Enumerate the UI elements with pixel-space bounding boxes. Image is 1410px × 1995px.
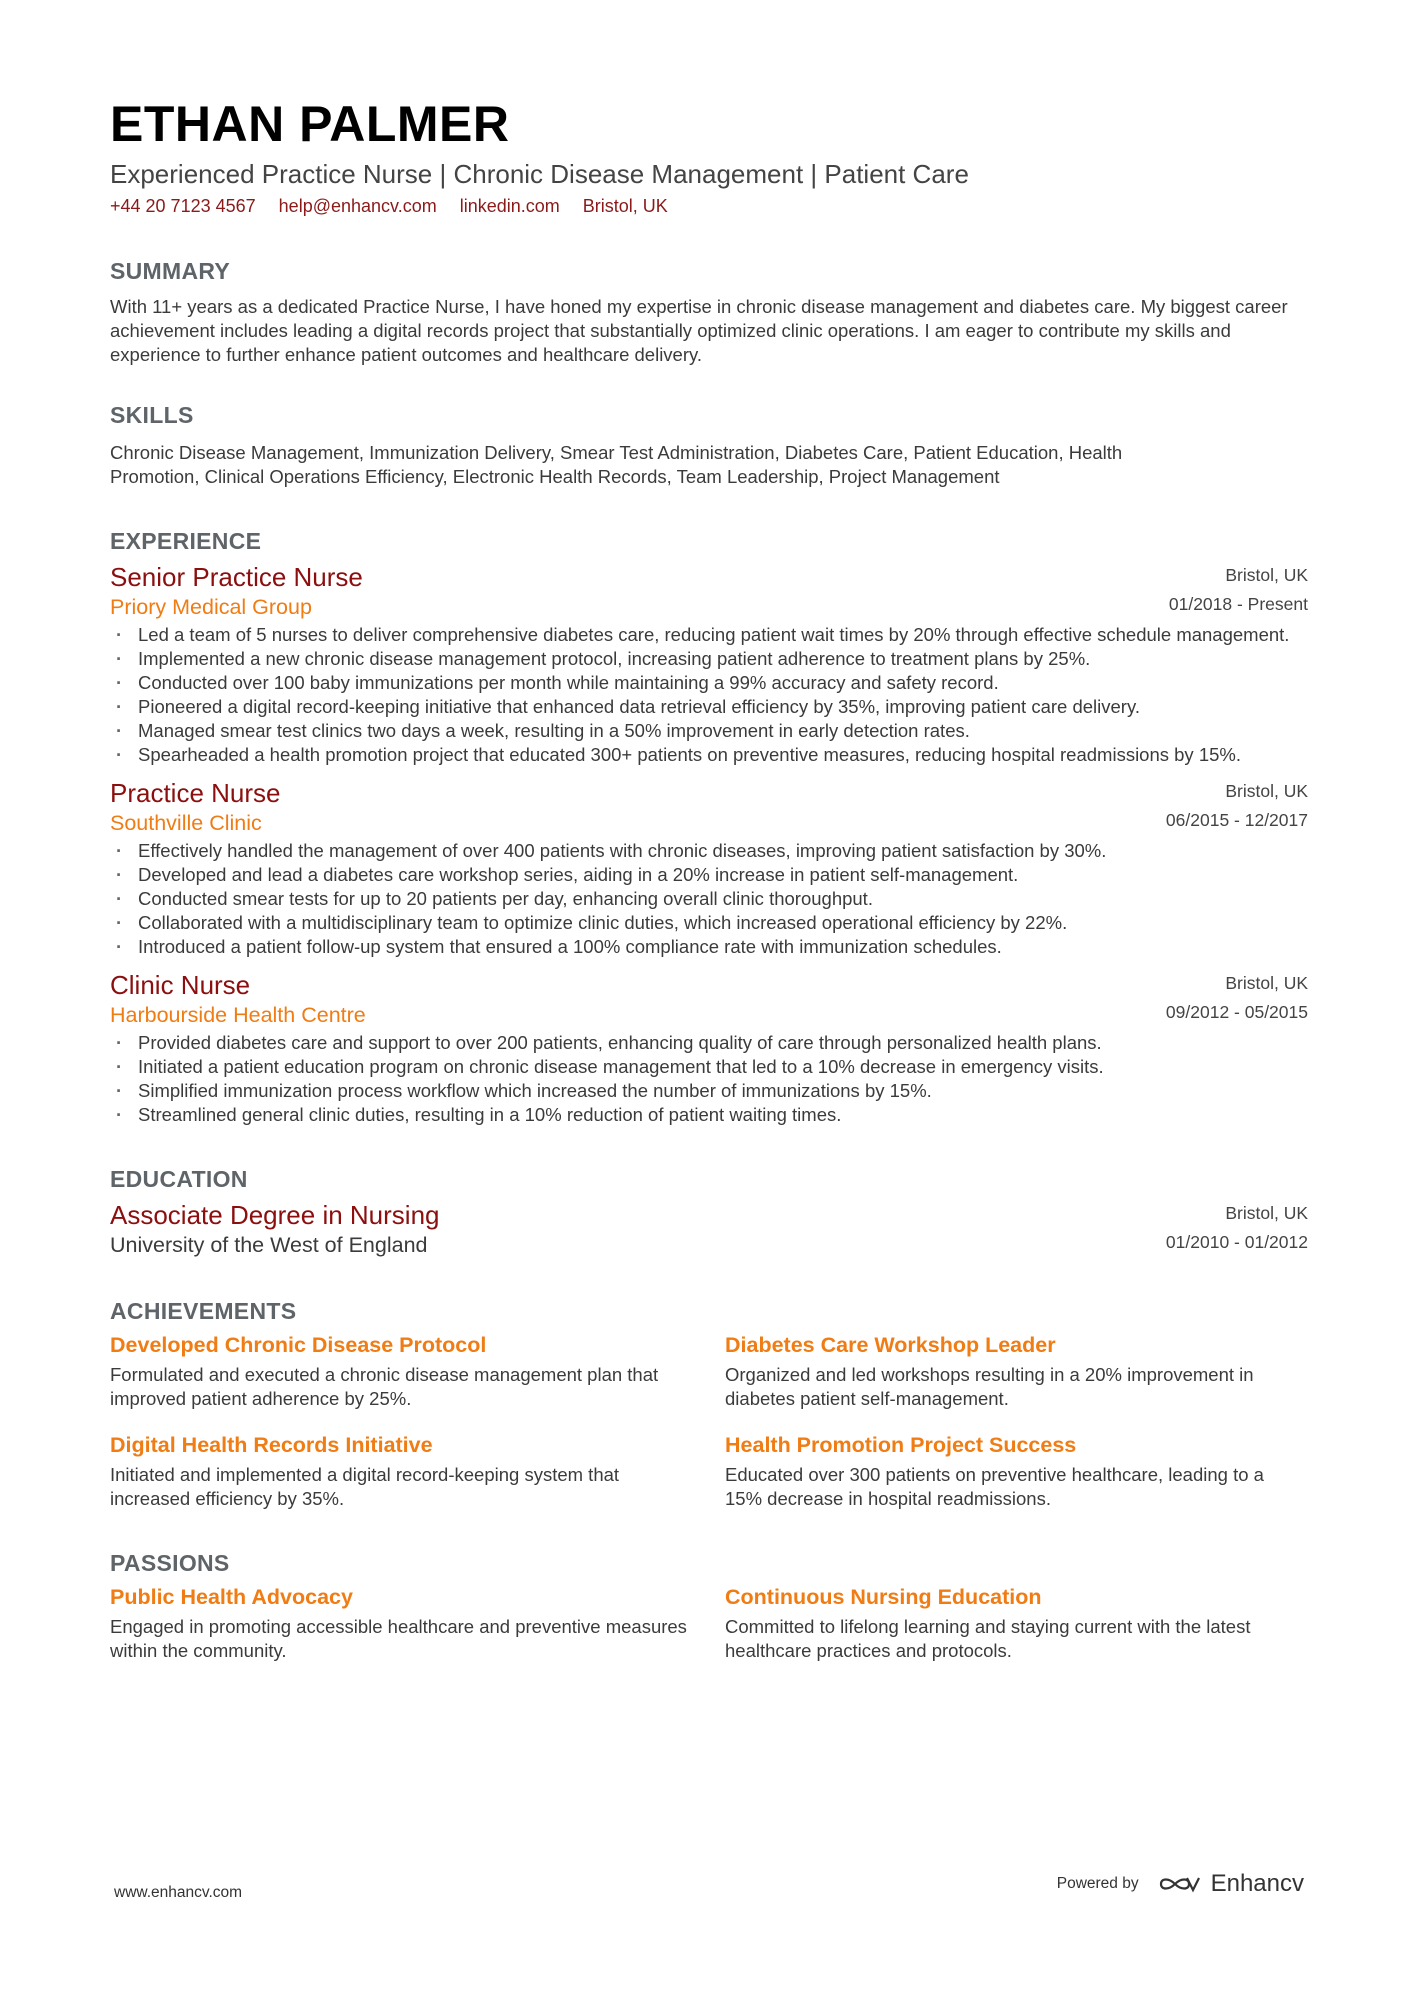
passions-section bbox=[110, 1549, 1308, 1663]
headline: Experienced Practice Nurse | Chronic Disease Management | Patient Care bbox=[110, 159, 969, 189]
achievement-desc: Educated over 300 patients on preventive healthcare, leading to a 15% decrease in hospital readmissions. bbox=[725, 1464, 1264, 1509]
achievement-item bbox=[725, 1331, 1308, 1411]
achievement-desc: Initiated and implemented a digital record-keeping system that increased efficiency by 35%. bbox=[110, 1464, 620, 1509]
achievement-title: Diabetes Care Workshop Leader bbox=[725, 1333, 1056, 1357]
passion-item bbox=[110, 1583, 725, 1663]
section-title-education: EDUCATION bbox=[110, 1166, 248, 1192]
footer-website[interactable]: www.enhancv.com bbox=[114, 1884, 243, 1901]
job-bullets bbox=[110, 623, 1308, 767]
skill-item: Chronic Disease Management , bbox=[110, 442, 369, 463]
resume-page bbox=[110, 96, 1308, 1663]
job-company: Southville Clinic bbox=[110, 811, 262, 835]
skill-item: Project Management bbox=[828, 466, 1000, 487]
education-section bbox=[110, 1165, 1308, 1259]
bullet-item: · Introduced a patient follow-up system that ensured a 100% compliance rate with immunization schedules. bbox=[110, 935, 1308, 959]
location: Bristol, UK bbox=[582, 196, 668, 216]
passion-item bbox=[725, 1583, 1308, 1663]
degree-title: Associate Degree in Nursing bbox=[110, 1200, 440, 1230]
section-title-skills: SKILLS bbox=[110, 402, 194, 428]
job-bullets bbox=[110, 1031, 1308, 1127]
achievement-title: Health Promotion Project Success bbox=[725, 1433, 1077, 1457]
skills-list bbox=[110, 441, 1210, 489]
job-entry bbox=[110, 777, 1308, 959]
bullet-item: · Implemented a new chronic disease management protocol, increasing patient adherence to treatment plans by 25%. bbox=[110, 647, 1308, 671]
summary-section bbox=[110, 257, 1308, 367]
passion-desc: Engaged in promoting accessible healthcare and preventive measures within the community. bbox=[110, 1616, 687, 1661]
job-company: Priory Medical Group bbox=[110, 595, 312, 619]
skill-item: Diabetes Care , bbox=[785, 442, 914, 463]
bullet-item: · Conducted over 100 baby immunizations per month while maintaining a 99% accuracy and safety record. bbox=[110, 671, 1308, 695]
bullet-item: · Spearheaded a health promotion project that educated 300+ patients on preventive measures, reducing hospital readmissions by 15%. bbox=[110, 743, 1308, 767]
bullet-item: · Led a team of 5 nurses to deliver comprehensive diabetes care, reducing patient wait times by 20% through effective schedule management. bbox=[110, 623, 1308, 647]
bullet-item: · Managed smear test clinics two days a week, resulting in a 50% improvement in early detection rates. bbox=[110, 719, 1308, 743]
powered-by-label: Powered by bbox=[1056, 1875, 1139, 1892]
bullet-item: · Conducted smear tests for up to 20 patients per day, enhancing overall clinic thoroughput. bbox=[110, 887, 1308, 911]
email-link[interactable]: help@enhancv.com bbox=[278, 196, 437, 216]
enhancv-logo[interactable] bbox=[1157, 1870, 1304, 1898]
education-location: Bristol, UK bbox=[1225, 1203, 1308, 1223]
enhancv-brand-text: Enhancv bbox=[1210, 1870, 1304, 1897]
summary-text: With 11+ years as a dedicated Practice Nurse, I have honed my expertise in chronic disease management and diabetes care. My biggest career achievement includes leading a digital records project that substantially optimized clinic operations. I am eager to contribute my skills and experience to further enhance patient outcomes and healthcare delivery. bbox=[110, 296, 1288, 365]
skill-item: Patient Education , bbox=[913, 442, 1068, 463]
achievements-section bbox=[110, 1297, 1308, 1511]
job-entry bbox=[110, 561, 1308, 767]
job-dates: 09/2012 - 05/2015 bbox=[1165, 1002, 1308, 1022]
bullet-item: · Developed and lead a diabetes care workshop series, aiding in a 20% increase in patient self-management. bbox=[110, 863, 1308, 887]
footer-branding bbox=[1057, 1870, 1304, 1898]
bullet-item: · Collaborated with a multidisciplinary team to optimize clinic duties, which increased operational efficiency by 22%. bbox=[110, 911, 1308, 935]
bullet-item: · Pioneered a digital record-keeping initiative that enhanced data retrieval efficiency by 35%, improving patient care delivery. bbox=[110, 695, 1308, 719]
skill-item: Team Leadership , bbox=[677, 466, 829, 487]
job-company: Harbourside Health Centre bbox=[110, 1003, 366, 1027]
skill-item: Immunization Delivery , bbox=[369, 442, 560, 463]
achievement-desc: Organized and led workshops resulting in a 20% improvement in diabetes patient self-management. bbox=[725, 1364, 1254, 1409]
skills-section bbox=[110, 401, 1308, 489]
bullet-item: · Effectively handled the management of over 400 patients with chronic diseases, improving patient satisfaction by 30%. bbox=[110, 839, 1308, 863]
bullet-item: · Simplified immunization process workflow which increased the number of immunizations by 15%. bbox=[110, 1079, 1308, 1103]
linkedin-link[interactable]: linkedin.com bbox=[459, 196, 560, 216]
job-bullets bbox=[110, 839, 1308, 959]
achievement-title: Developed Chronic Disease Protocol bbox=[110, 1333, 487, 1357]
bullet-item: · Initiated a patient education program on chronic disease management that led to a 10% decrease in emergency visits. bbox=[110, 1055, 1308, 1079]
section-title-achievements: ACHIEVEMENTS bbox=[110, 1298, 297, 1324]
job-dates: 01/2018 - Present bbox=[1168, 594, 1308, 614]
achievement-title: Digital Health Records Initiative bbox=[110, 1433, 433, 1457]
school-name: University of the West of England bbox=[110, 1233, 428, 1257]
phone[interactable]: +44 20 7123 4567 bbox=[110, 196, 256, 216]
job-title: Practice Nurse bbox=[110, 778, 281, 808]
candidate-name: ETHAN PALMER bbox=[110, 96, 510, 152]
education-dates: 01/2010 - 01/2012 bbox=[1165, 1232, 1308, 1252]
job-location: Bristol, UK bbox=[1225, 973, 1308, 993]
achievement-desc: Formulated and executed a chronic disease management plan that improved patient adherence by 25%. bbox=[110, 1364, 659, 1409]
job-location: Bristol, UK bbox=[1225, 781, 1308, 801]
job-title: Clinic Nurse bbox=[110, 970, 251, 1000]
section-title-passions: PASSIONS bbox=[110, 1550, 230, 1576]
job-location: Bristol, UK bbox=[1225, 565, 1308, 585]
achievement-item bbox=[725, 1431, 1308, 1511]
job-dates: 06/2015 - 12/2017 bbox=[1165, 810, 1308, 830]
skill-item: Smear Test Administration , bbox=[560, 442, 785, 463]
skill-item: Health Promotion , bbox=[110, 442, 1122, 487]
achievement-item bbox=[110, 1331, 725, 1411]
enhancv-logo-icon bbox=[1157, 1872, 1203, 1896]
job-entry bbox=[110, 969, 1308, 1127]
job-title: Senior Practice Nurse bbox=[110, 562, 363, 592]
passion-title: Public Health Advocacy bbox=[110, 1585, 353, 1609]
contact-row bbox=[110, 193, 1308, 219]
bullet-item: · Provided diabetes care and support to over 200 patients, enhancing quality of care through personalized health plans. bbox=[110, 1031, 1308, 1055]
experience-section bbox=[110, 527, 1308, 1127]
passion-desc: Committed to lifelong learning and staying current with the latest healthcare practices and protocols. bbox=[725, 1616, 1251, 1661]
achievement-item bbox=[110, 1431, 725, 1511]
skill-item: Electronic Health Records , bbox=[453, 466, 677, 487]
skill-item: Clinical Operations Efficiency , bbox=[205, 466, 453, 487]
section-title-summary: SUMMARY bbox=[110, 258, 231, 284]
passion-title: Continuous Nursing Education bbox=[725, 1585, 1042, 1609]
section-title-experience: EXPERIENCE bbox=[110, 528, 262, 554]
bullet-item: · Streamlined general clinic duties, resulting in a 10% reduction of patient waiting times. bbox=[110, 1103, 1308, 1127]
